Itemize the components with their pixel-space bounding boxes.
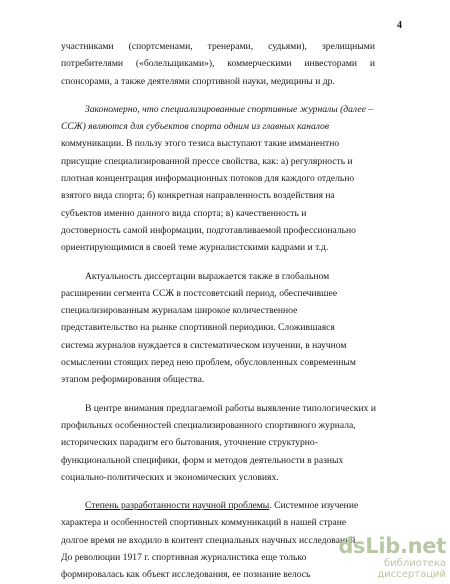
- text-line: [61, 469, 375, 486]
- text-line: [61, 187, 375, 204]
- text-line-content: долгое время не входило в контент специальных научных исследований.: [61, 534, 358, 546]
- page-number: 4: [397, 20, 402, 31]
- text-line-content: . Системное изучение: [269, 500, 359, 512]
- word: тренерами,: [207, 41, 254, 52]
- text-line-content: исторических парадигм его бытования, уточнение структурно-: [61, 437, 318, 449]
- word: («болельщиками»),: [135, 58, 215, 70]
- text-line: [61, 118, 375, 135]
- paragraph: [61, 101, 375, 257]
- word: участниками: [61, 41, 114, 52]
- text-line: [61, 239, 375, 256]
- text-line-content: ССЖ) являются для субъектов спорта одним из главных каналов: [61, 121, 330, 133]
- text-line-content: Закономерно, что специализированные спортивные журналы (далее –: [85, 103, 374, 115]
- document-body: [61, 38, 375, 584]
- text-line-content: система журналов нуждается в систематическом изучении, в научном: [61, 339, 347, 351]
- text-line: [61, 222, 375, 239]
- word: судьями),: [268, 41, 307, 52]
- section-heading: Степень разработанности научной проблемы: [85, 500, 270, 512]
- watermark-logo-tld: .net: [399, 534, 446, 558]
- watermark-logo: [328, 535, 446, 557]
- text-line-content: этапом реформирования общества.: [61, 374, 205, 386]
- paragraph: [61, 268, 375, 389]
- word: зрелищными: [322, 41, 375, 52]
- word: коммерческими: [227, 58, 292, 70]
- paragraph: [61, 38, 375, 90]
- text-line: [61, 354, 375, 371]
- text-line: [61, 135, 375, 152]
- text-line: [61, 514, 375, 531]
- text-line-content: осмыслении стоящих перед нею проблем, обусловленных современным: [61, 357, 356, 369]
- watermark-caption: библиотека диссертаций: [377, 558, 446, 580]
- word: потребителями: [61, 58, 124, 70]
- text-line: [61, 452, 375, 469]
- text-line: [61, 285, 375, 302]
- text-line-content: субъектов именно данного вида спорта; в) качественность и: [61, 207, 307, 219]
- text-line: [61, 400, 375, 417]
- text-line-content: формировалась как объект исследования, ее познание велось: [61, 569, 311, 581]
- text-line-content: Актуальность диссертации выражается также в глобальном: [85, 270, 330, 282]
- word: (спортсменами,: [128, 41, 193, 52]
- text-line-content: расширении сегмента ССЖ в постсоветский период, обеспечившее: [61, 287, 338, 299]
- text-line-content: взятого вида спорта; б) конкретная направленность воздействия на: [61, 190, 335, 202]
- text-line: [61, 497, 375, 514]
- text-line-content: представительство на рынке спортивной периодики. Сложившаяся: [61, 322, 335, 334]
- word: инвесторами: [304, 58, 358, 70]
- text-line: [61, 38, 375, 55]
- text-line-content: ориентирующимися в своей теме журналистскими кадрами и т.д.: [61, 242, 329, 254]
- word: и: [369, 58, 375, 70]
- text-line: [61, 55, 375, 72]
- text-line: [61, 153, 375, 170]
- text-line-content: До революции 1917 г. спортивная журналистика еще только: [61, 552, 307, 564]
- text-line-content: функциональной специфики, форм и методов деятельности в разных: [61, 454, 344, 466]
- text-line-content: коммуникации. В пользу этого тезиса выступают такие имманентно: [61, 138, 340, 150]
- text-line: [61, 417, 375, 434]
- paragraph: [61, 400, 375, 486]
- text-line-content: достоверность самой информации, подготавливаемой профессионально: [61, 224, 356, 236]
- text-line-content: плотная концентрация информационных потоков для каждого отдельно: [61, 173, 355, 185]
- text-line-content: профильных особенностей специализированного спортивного журнала,: [61, 419, 356, 431]
- text-line: [61, 302, 375, 319]
- watermark-logo-main: dsLib: [338, 534, 400, 558]
- text-line-content: спонсорами, а также деятелями спортивной науки, медицины и др.: [61, 75, 335, 87]
- text-line: [61, 434, 375, 451]
- text-line-content: специализированным журналам широкое количественное: [61, 305, 298, 317]
- text-line-content: социально-политических и экономических условиях.: [61, 471, 279, 483]
- text-line: [61, 319, 375, 336]
- text-line: [61, 205, 375, 222]
- text-line: [61, 101, 375, 118]
- text-line: [61, 268, 375, 285]
- text-line: [61, 371, 375, 388]
- text-line: [61, 73, 375, 90]
- text-line-content: присущие специализированной прессе свойства, как: а) регулярность и: [61, 155, 353, 167]
- text-line: [61, 337, 375, 354]
- text-line: [61, 170, 375, 187]
- text-line-content: характера и особенностей спортивных коммуникаций в нашей стране: [61, 517, 347, 529]
- watermark: [328, 535, 446, 579]
- text-line-content: В центре внимания предлагаемой работы выявление типологических и: [85, 402, 376, 414]
